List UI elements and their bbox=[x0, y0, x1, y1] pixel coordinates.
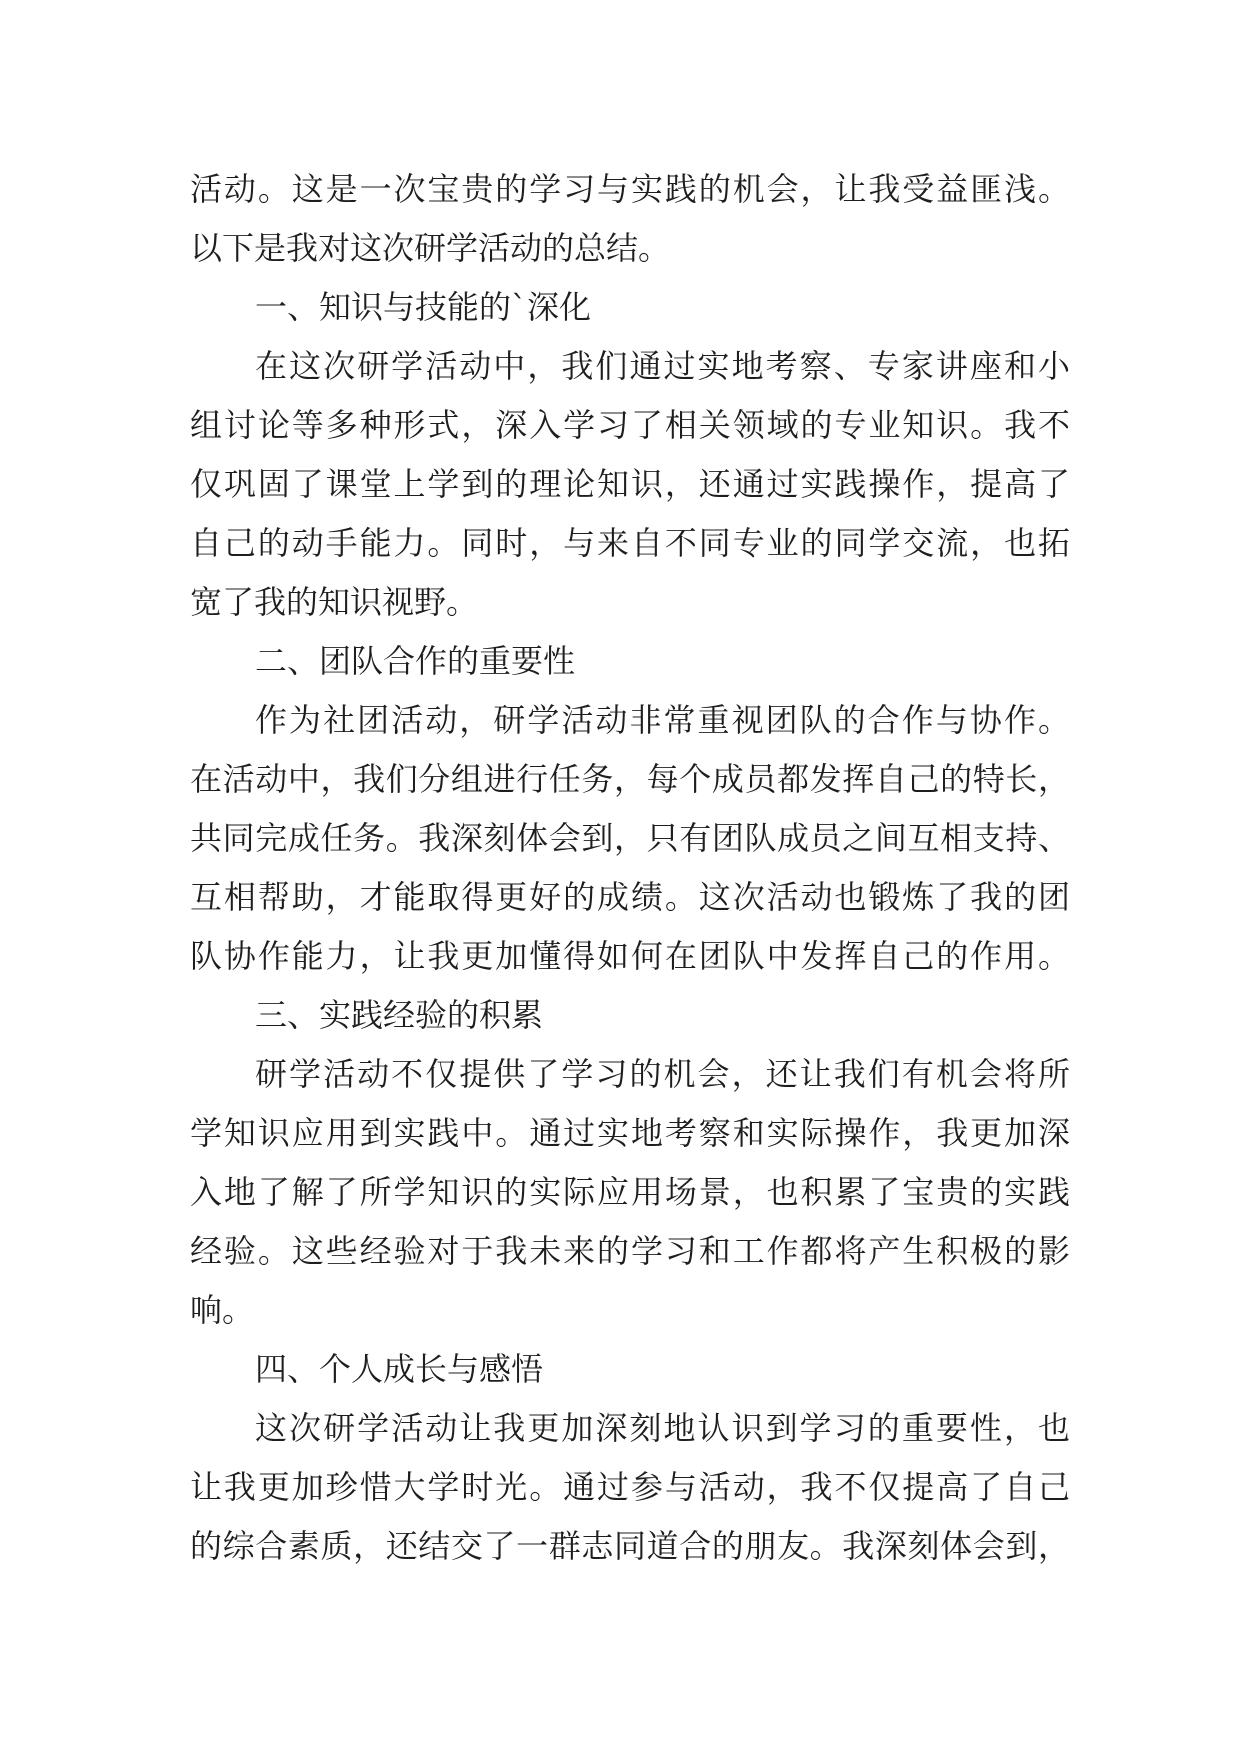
text-line: 互相帮助，才能取得更好的成绩。这次活动也锻炼了我的团 bbox=[190, 878, 1070, 916]
text-line: 这次研学活动让我更加深刻地认识到学习的重要性，也 bbox=[255, 1409, 1070, 1447]
text-line: 在活动中，我们分组进行任务，每个成员都发挥自己的特长， bbox=[190, 760, 1070, 798]
text-line: 自己的动手能力。同时，与来自不同专业的同学交流，也拓 bbox=[190, 524, 1070, 562]
text-line: 响。 bbox=[190, 1291, 255, 1329]
text-line: 宽了我的知识视野。 bbox=[190, 583, 479, 621]
text-line: 经验。这些经验对于我未来的学习和工作都将产生积极的影 bbox=[190, 1232, 1070, 1270]
text-line: 研学活动不仅提供了学习的机会，还让我们有机会将所 bbox=[255, 1055, 1070, 1093]
text-line: 让我更加珍惜大学时光。通过参与活动，我不仅提高了自己 bbox=[190, 1468, 1070, 1506]
section-heading: 一、知识与技能的`深化 bbox=[255, 288, 592, 326]
document-body bbox=[190, 160, 1070, 1576]
text-line: 学知识应用到实践中。通过实地考察和实际操作，我更加深 bbox=[190, 1114, 1070, 1152]
text-line: 活动。这是一次宝贵的学习与实践的机会，让我受益匪浅。 bbox=[190, 170, 1070, 208]
section-heading: 三、实践经验的积累 bbox=[255, 996, 544, 1034]
text-line: 组讨论等多种形式，深入学习了相关领域的专业知识。我不 bbox=[190, 406, 1070, 444]
text-line: 以下是我对这次研学活动的总结。 bbox=[190, 229, 671, 267]
section-heading: 二、团队合作的重要性 bbox=[255, 642, 576, 680]
text-line: 队协作能力，让我更加懂得如何在团队中发挥自己的作用。 bbox=[190, 937, 1070, 975]
text-line: 仅巩固了课堂上学到的理论知识，还通过实践操作，提高了 bbox=[190, 465, 1070, 503]
text-line: 在这次研学活动中，我们通过实地考察、专家讲座和小 bbox=[255, 347, 1070, 385]
text-line: 入地了解了所学知识的实际应用场景，也积累了宝贵的实践 bbox=[190, 1173, 1070, 1211]
text-line: 的综合素质，还结交了一群志同道合的朋友。我深刻体会到， bbox=[190, 1527, 1070, 1565]
text-line: 共同完成任务。我深刻体会到，只有团队成员之间互相支持、 bbox=[190, 819, 1070, 857]
section-heading: 四、个人成长与感悟 bbox=[255, 1350, 544, 1388]
text-line: 作为社团活动，研学活动非常重视团队的合作与协作。 bbox=[255, 701, 1070, 739]
